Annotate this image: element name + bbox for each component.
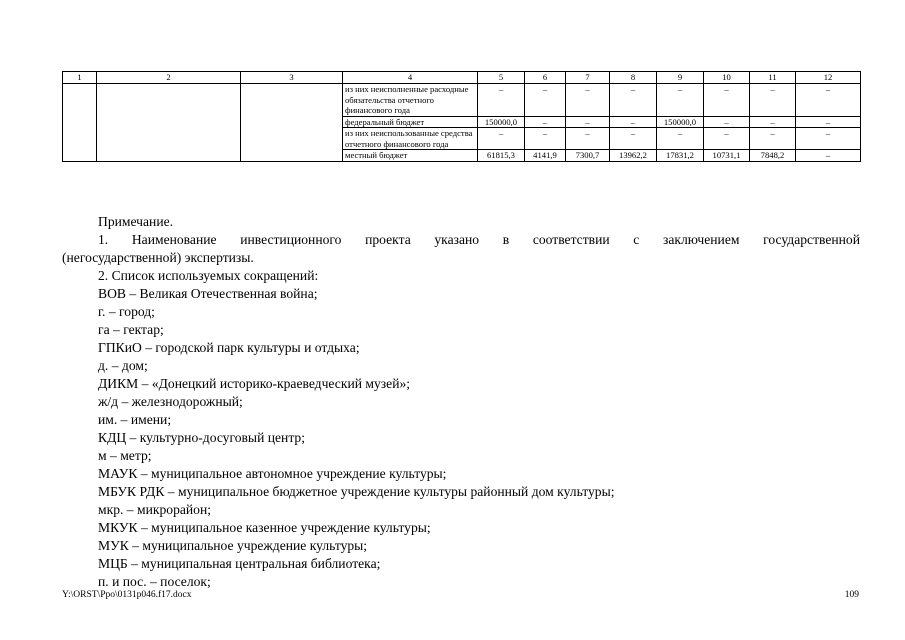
row-description: местный бюджет: [343, 150, 478, 162]
list-item: п. и пос. – поселок;: [98, 574, 211, 589]
table-cell: –: [704, 116, 750, 128]
table-cell: 150000,0: [478, 116, 525, 128]
list-item: КДЦ – культурно-досуговый центр;: [98, 430, 306, 445]
footer-page-number: 109: [844, 590, 859, 600]
table-cell: 150000,0: [657, 116, 704, 128]
table-cell: –: [750, 84, 796, 117]
table-cell: –: [525, 128, 566, 150]
row-description: из них неиспользованные средства отчетного финансового года: [343, 128, 478, 150]
list-item: МКУК – муниципальное казенное учреждение культуры;: [98, 520, 431, 535]
table-cell-empty: [63, 84, 97, 117]
table-cell-empty: [63, 128, 97, 150]
list-item: ГПКиО – городской парк культуры и отдыха;: [98, 340, 360, 355]
table-cell: –: [704, 84, 750, 117]
table-cell: 4141,9: [525, 150, 566, 162]
table-row: [63, 116, 861, 128]
list-item: га – гектар;: [98, 322, 164, 337]
table-cell: 10731,1: [704, 150, 750, 162]
table-cell: –: [566, 128, 610, 150]
table-row: [63, 150, 861, 162]
table-cell-empty: [97, 116, 241, 128]
table-cell: –: [704, 128, 750, 150]
note-item-1: [62, 231, 860, 267]
column-header: 9: [657, 72, 704, 84]
column-header: 11: [750, 72, 796, 84]
column-header: 10: [704, 72, 750, 84]
table-cell: –: [750, 128, 796, 150]
table-cell-empty: [241, 116, 343, 128]
list-item: МЦБ – муниципальная центральная библиотека;: [98, 556, 381, 571]
table-cell: –: [566, 84, 610, 117]
list-item: м – метр;: [98, 448, 152, 463]
row-description: из них неисполненные расходные обязательства отчетного финансового года: [343, 84, 478, 117]
table-cell-empty: [97, 128, 241, 150]
table-header-row: [63, 72, 861, 84]
list-item: ВОВ – Великая Отечественная война;: [98, 286, 318, 301]
table-cell: –: [478, 128, 525, 150]
table-cell-empty: [63, 150, 97, 162]
table-cell-empty: [241, 150, 343, 162]
column-header: 7: [566, 72, 610, 84]
table-cell: 17831,2: [657, 150, 704, 162]
list-item: г. – город;: [98, 304, 155, 319]
list-item: ДИКМ – «Донецкий историко-краеведческий музей»;: [98, 376, 411, 391]
column-header: 6: [525, 72, 566, 84]
table-cell-empty: [97, 84, 241, 117]
table-cell: –: [796, 84, 861, 117]
table-cell: –: [796, 150, 861, 162]
notes-section: [62, 213, 860, 591]
column-header: 3: [241, 72, 343, 84]
list-item: МАУК – муниципальное автономное учреждение культуры;: [98, 466, 447, 481]
table-cell: –: [750, 116, 796, 128]
note-item-2: 2. Список используемых сокращений:: [98, 268, 319, 283]
table-cell: –: [525, 116, 566, 128]
table-cell-empty: [97, 150, 241, 162]
table-cell-empty: [241, 128, 343, 150]
table-cell: –: [657, 84, 704, 117]
budget-table: [62, 71, 861, 162]
column-header: 12: [796, 72, 861, 84]
table-cell-empty: [241, 84, 343, 117]
table-cell: –: [525, 84, 566, 117]
list-item: МБУК РДК – муниципальное бюджетное учреждение культуры районный дом культуры;: [98, 484, 615, 499]
table-cell: –: [796, 116, 861, 128]
column-header: 5: [478, 72, 525, 84]
row-description: федеральный бюджет: [343, 116, 478, 128]
table-row: [63, 84, 861, 117]
column-header: 1: [63, 72, 97, 84]
table-cell: –: [657, 128, 704, 150]
note-item-1-line-2: (негосударственной) экспертизы.: [62, 250, 254, 265]
table-row: [63, 128, 861, 150]
column-header: 2: [97, 72, 241, 84]
table-cell: –: [566, 116, 610, 128]
list-item: мкр. – микрорайон;: [98, 502, 212, 517]
table-cell: –: [610, 128, 657, 150]
table-cell: 61815,3: [478, 150, 525, 162]
table-cell: –: [610, 84, 657, 117]
footer-file-path: Y:\ORST\Ppo\0131p046.f17.docx: [62, 590, 192, 600]
table-cell: 13962,2: [610, 150, 657, 162]
table-cell: –: [478, 84, 525, 117]
list-item: МУК – муниципальное учреждение культуры;: [98, 538, 368, 553]
list-item: ж/д – железнодорожный;: [98, 394, 243, 409]
table-cell: 7300,7: [566, 150, 610, 162]
table-cell: 7848,2: [750, 150, 796, 162]
table-cell-empty: [63, 116, 97, 128]
note-item-1-line-1: 1. Наименование инвестиционного проекта указано в соответствии с заключением государственной: [98, 232, 860, 247]
notes-heading: Примечание.: [98, 214, 174, 229]
table-cell: –: [610, 116, 657, 128]
abbreviation-list: [62, 285, 860, 591]
list-item: д. – дом;: [98, 358, 148, 373]
list-item: им. – имени;: [98, 412, 172, 427]
column-header: 8: [610, 72, 657, 84]
column-header: 4: [343, 72, 478, 84]
table-cell: –: [796, 128, 861, 150]
